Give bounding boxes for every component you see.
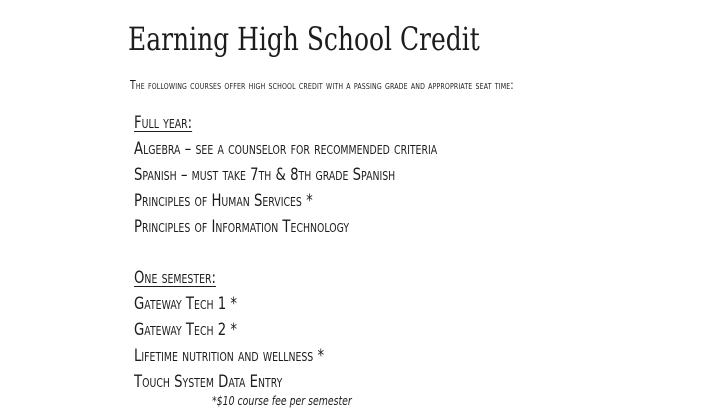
full-year-heading: Full year:	[134, 113, 193, 133]
list-item: Gateway Tech 2 *	[134, 320, 238, 340]
subtitle: The following courses offer high school credit with a passing grade and appropriate seat time:	[130, 78, 514, 92]
page-title: Earning High School Credit	[128, 20, 480, 58]
one-semester-heading: One semester:	[134, 268, 216, 288]
list-item: Principles of Human Services *	[134, 191, 313, 211]
list-item: Principles of Information Technology	[134, 217, 350, 237]
full-year-section	[134, 110, 523, 240]
list-item: Spanish – must take 7th & 8th grade Spanish	[134, 165, 396, 185]
list-item: Gateway Tech 1 *	[134, 294, 238, 314]
list-item: Algebra – see a counselor for recommended criteria	[134, 139, 438, 159]
course-fee-footnote: *$10 course fee per semester	[212, 394, 352, 408]
list-item: Touch System Data Entry	[134, 372, 283, 392]
one-semester-section	[134, 265, 378, 395]
list-item: Lifetime nutrition and wellness *	[134, 346, 325, 366]
